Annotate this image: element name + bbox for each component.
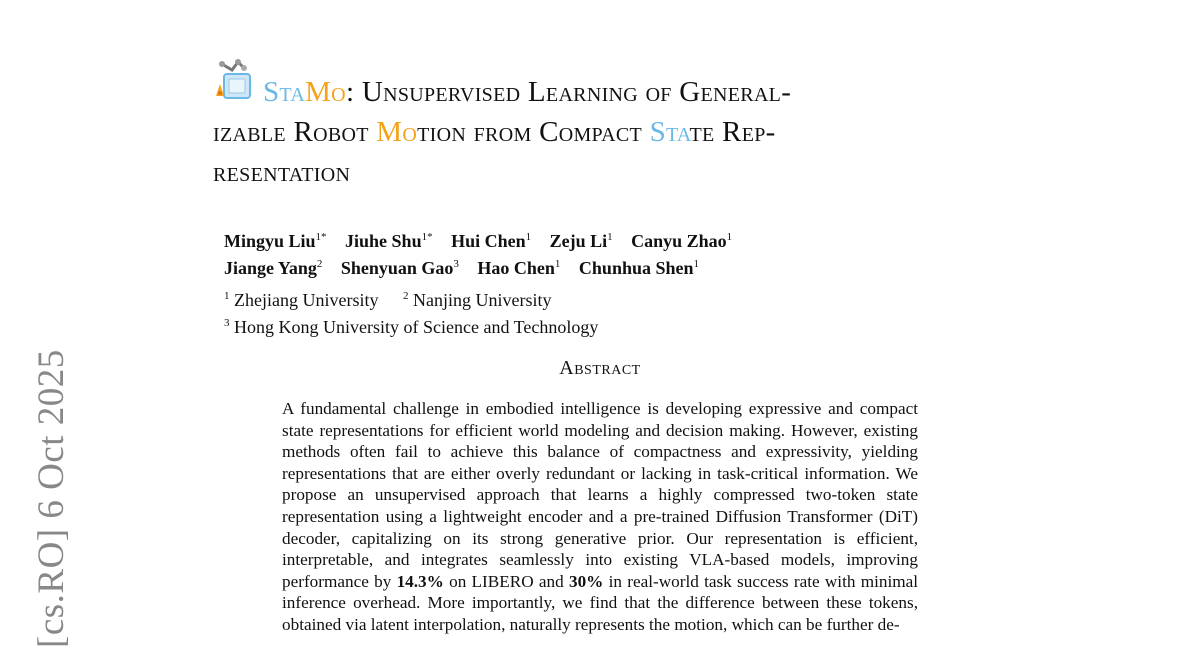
title-line2-c: te Rep- (689, 116, 776, 148)
author: Zeju Li$^1$ (549, 231, 613, 251)
stat-real-world: 30% (568, 571, 604, 591)
title-line2-b: tion from Compact (417, 116, 650, 148)
author: Jiange Yang$^2$ (224, 258, 323, 278)
stat-libero: 14.3% (396, 571, 444, 591)
affiliations (224, 285, 618, 339)
author: Mingyu Liu$^{1*}$ (224, 231, 327, 251)
author: Jiuhe Shu$^{1*}$ (345, 231, 433, 251)
title-line2-a: izable Robot (213, 116, 377, 148)
paper-title (213, 72, 1003, 192)
affiliation: $^1$ Zhejiang University (224, 290, 379, 310)
author: Chunhua Shen$^1$ (578, 258, 699, 278)
title-line1-rest: : Unsupervised Learning of General- (345, 76, 792, 108)
title-line2-mo: Mo (376, 116, 418, 148)
title-sta: Sta (263, 76, 306, 108)
affiliation: $^3$ Hong Kong University of Science and Technology (224, 317, 599, 337)
author: Canyu Zhao$^1$ (631, 231, 733, 251)
author: Hui Chen$^1$ (451, 231, 532, 251)
title-mo: Mo (305, 76, 346, 108)
author: Hao Chen$^1$ (477, 258, 561, 278)
title-line2-sta: Sta (649, 116, 690, 148)
abstract-body: A fundamental challenge in embodied intelligence is developing expressive and compact state representations for efficient world modeling and decision making. However, existing methods often fail to achieve this balance of compactness and expressivity, yielding representations that are either overly redundant or lacking in task-critical information. We propose an unsupervised approach that learns a highly compressed two-token state representation using a lightweight encoder and a pre-trained Diffusion Transformer (DiT) decoder, capitalizing on its strong generative prior. Our representation is efficient, interpretable, and integrates seamlessly into existing VLA-based models, improving performance by 14.3% on LIBERO and 30% in real-world task success rate with minimal inference overhead. More importantly, we find that the difference between these tokens, obtained via latent interpolation, naturally represents the motion, which can be further de- (282, 399, 918, 634)
author-list (224, 226, 924, 280)
arxiv-side-stamp: [cs.RO] 6 Oct 2025 (31, 349, 72, 648)
author: Shenyuan Gao$^3$ (340, 258, 459, 278)
title-line3: resentation (213, 156, 351, 188)
abstract-heading: Abstract (559, 357, 641, 379)
affiliation: $^2$ Nanjing University (402, 290, 552, 310)
